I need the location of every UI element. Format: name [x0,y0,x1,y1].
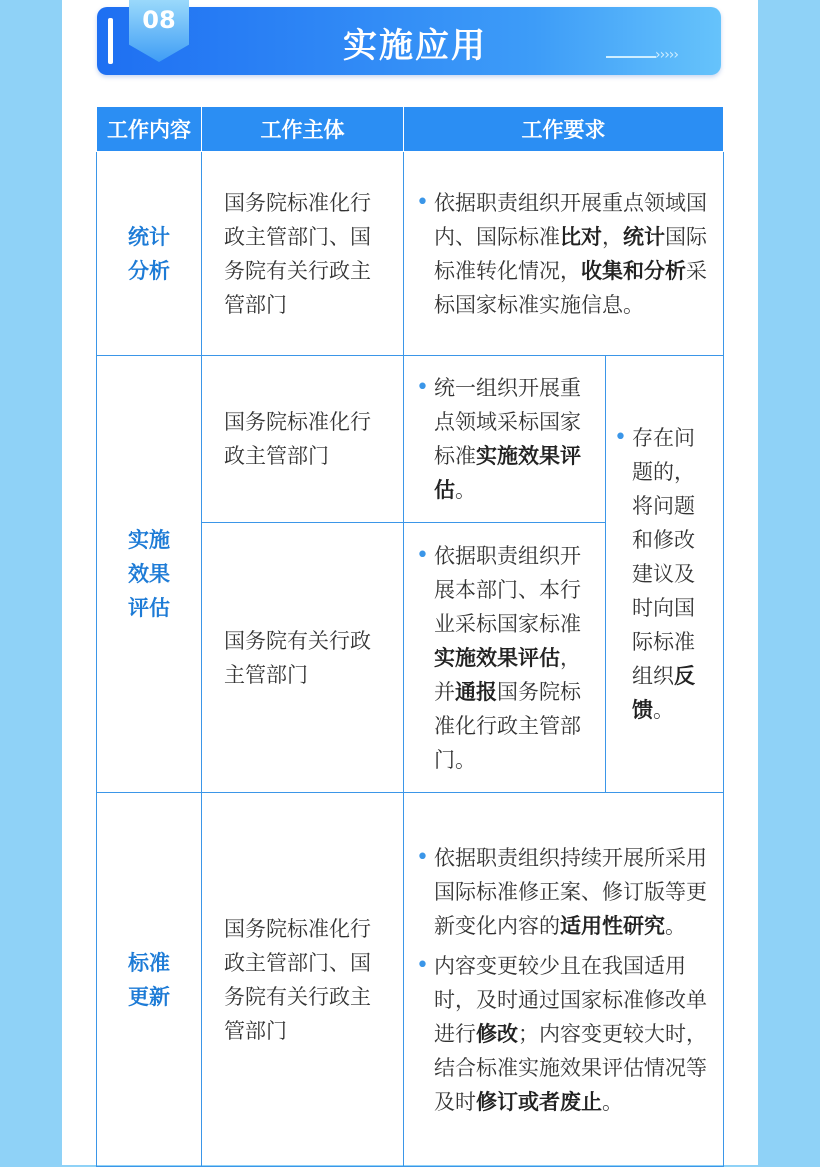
text-segment: 国际标准转化情况， [434,224,707,283]
category-cell [97,152,202,356]
subject-cell: 国务院标准化行政主管部门、国务院有关行政主管部门 [202,152,404,356]
table-row [97,793,724,1167]
table-row [97,152,724,356]
bullet-icon: • [614,425,627,450]
text-segment: 。 [455,478,476,502]
text-segment: 统一组织开展重点领域采标国家标准 [434,376,581,468]
header-work-subject: 工作主体 [202,107,404,152]
bullet-icon: • [416,189,429,215]
requirement-text [434,841,709,943]
category-label: 实施 效果 评估 [128,528,170,620]
text-segment: 国务院标准化行政主管部门。 [434,679,581,772]
requirement-text [632,421,711,727]
banner-decor-line [606,56,656,58]
requirements-table [96,106,724,1167]
header-work-requirements: 工作要求 [404,107,724,152]
requirement-text [434,186,709,322]
emphasis-text: 修订或者废止 [476,1089,602,1114]
emphasis-text: 适用性研究 [560,913,665,938]
bullet-icon: • [416,542,429,568]
category-cell [97,356,202,793]
text-segment: 存在问题的，将问题和修改建议及时向国际标准组织 [632,426,695,688]
subject-cell: 国务院有关行政主管部门 [202,523,404,793]
subject-cell: 国务院标准化行政主管部门、国务院有关行政主管部门 [202,793,404,1167]
table-row [97,356,724,523]
emphasis-text: 比对 [560,224,602,249]
requirement-cell [404,523,606,793]
emphasis-text: 通报 [455,679,497,704]
section-number: 08 [142,6,176,34]
requirement-cell [404,793,724,1167]
subject-cell: 国务院标准化行政主管部门 [202,356,404,523]
emphasis-text: 修改 [476,1021,518,1046]
text-segment: 内容变更较少且在我国适用时，及时通过国家标准修改单进行 [434,953,707,1046]
bullet-icon: • [416,375,429,400]
category-cell [97,793,202,1167]
text-segment: ，并 [434,645,581,704]
requirement-text [434,539,591,777]
category-label: 标准 更新 [128,950,170,1009]
text-segment: 采标国家标准实施信息。 [434,258,707,317]
section-title: 实施应用 [343,26,487,66]
category-label: 统计 分析 [128,224,170,283]
text-segment: ， [602,224,623,249]
bullet-icon: • [416,952,429,978]
text-segment: ；内容变更较大时，结合标准实施效果评估情况等及时 [434,1021,707,1114]
text-segment: 。 [653,698,674,722]
bullet-icon: • [416,844,429,870]
emphasis-text: 实施效果评估 [434,444,581,502]
requirement-text [434,949,709,1119]
requirement-side-cell [606,356,724,793]
text-segment: 依据职责组织开展本部门、本行业采标国家标准 [434,543,581,636]
header-work-content: 工作内容 [97,107,202,152]
banner-accent-bar [108,18,113,64]
table-header-row [97,107,724,152]
text-segment: 依据职责组织持续开展所采用国际标准修正案、修订版等更新变化内容的 [434,845,707,938]
requirement-cell [404,152,724,356]
requirement-cell [404,356,606,523]
emphasis-text: 收集和分析 [581,258,686,283]
text-segment: 依据职责组织开展重点领域国内、国际标准 [434,190,707,249]
chevrons-right-icon: ››››› [655,47,678,63]
emphasis-text: 统计 [623,224,665,249]
emphasis-text: 实施效果评估 [434,645,560,670]
requirement-text [434,371,591,507]
emphasis-text: 反馈 [632,664,695,722]
text-segment: 。 [665,913,686,938]
text-segment: 。 [602,1089,623,1114]
